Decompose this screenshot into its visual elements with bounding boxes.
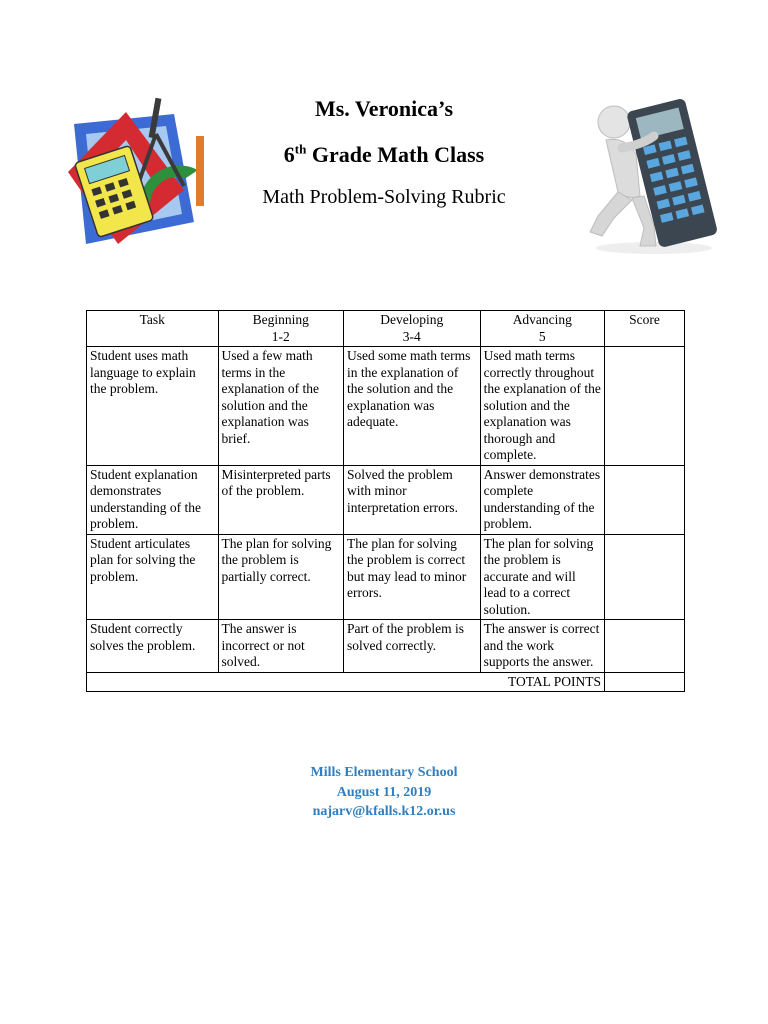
task-cell: Student explanation demonstrates understanding of the problem.	[87, 465, 219, 534]
header-score: Score	[605, 311, 685, 347]
grade-number: 6	[283, 142, 295, 167]
rubric-subtitle: Math Problem-Solving Rubric	[262, 186, 506, 208]
total-points-row	[87, 672, 685, 692]
task-cell: Student uses math language to explain the problem.	[87, 347, 219, 466]
task-cell: Student correctly solves the problem.	[87, 620, 219, 673]
table-row	[87, 534, 685, 620]
advancing-cell: Used math terms correctly throughout the explanation of the solution and the explanation was thorough and complete.	[480, 347, 604, 466]
rubric-table	[86, 310, 685, 692]
contact-email[interactable]: najarv@kfalls.k12.or.us	[312, 804, 456, 819]
score-cell[interactable]	[605, 465, 685, 534]
header-advancing: Advancing 5	[480, 311, 604, 347]
score-cell[interactable]	[605, 534, 685, 620]
developing-cell: The plan for solving the problem is correct but may lead to minor errors.	[343, 534, 480, 620]
advancing-cell: The answer is correct and the work supports the answer.	[480, 620, 604, 673]
header-beginning: Beginning 1-2	[218, 311, 343, 347]
beginning-cell: Used a few math terms in the explanation of the solution and the explanation was brief.	[218, 347, 343, 466]
advancing-cell: The plan for solving the problem is accurate and will lead to a correct solution.	[480, 534, 604, 620]
table-row	[87, 620, 685, 673]
teacher-title: Ms. Veronica’s	[314, 96, 454, 121]
class-title	[0, 142, 768, 168]
advancing-cell: Answer demonstrates complete understanding of the problem.	[480, 465, 604, 534]
beginning-cell: The plan for solving the problem is partially correct.	[218, 534, 343, 620]
developing-cell: Part of the problem is solved correctly.	[343, 620, 480, 673]
beginning-cell: Misinterpreted parts of the problem.	[218, 465, 343, 534]
header-task: Task	[87, 311, 219, 347]
grade-suffix: th	[294, 141, 307, 157]
score-cell[interactable]	[605, 347, 685, 466]
developing-cell: Used some math terms in the explanation of the solution and the explanation was adequate.	[343, 347, 480, 466]
score-cell[interactable]	[605, 620, 685, 673]
task-cell: Student articulates plan for solving the problem.	[87, 534, 219, 620]
school-footer	[0, 763, 768, 822]
total-points-value[interactable]	[605, 672, 685, 692]
header-developing: Developing 3-4	[343, 311, 480, 347]
school-name: Mills Elementary School	[310, 765, 458, 780]
beginning-cell: The answer is incorrect or not solved.	[218, 620, 343, 673]
table-row	[87, 465, 685, 534]
total-points-label: TOTAL POINTS	[87, 672, 605, 692]
developing-cell: Solved the problem with minor interpretation errors.	[343, 465, 480, 534]
table-header-row	[87, 311, 685, 347]
class-name: Grade Math Class	[311, 142, 485, 167]
document-date: August 11, 2019	[336, 784, 432, 800]
table-row	[87, 347, 685, 466]
